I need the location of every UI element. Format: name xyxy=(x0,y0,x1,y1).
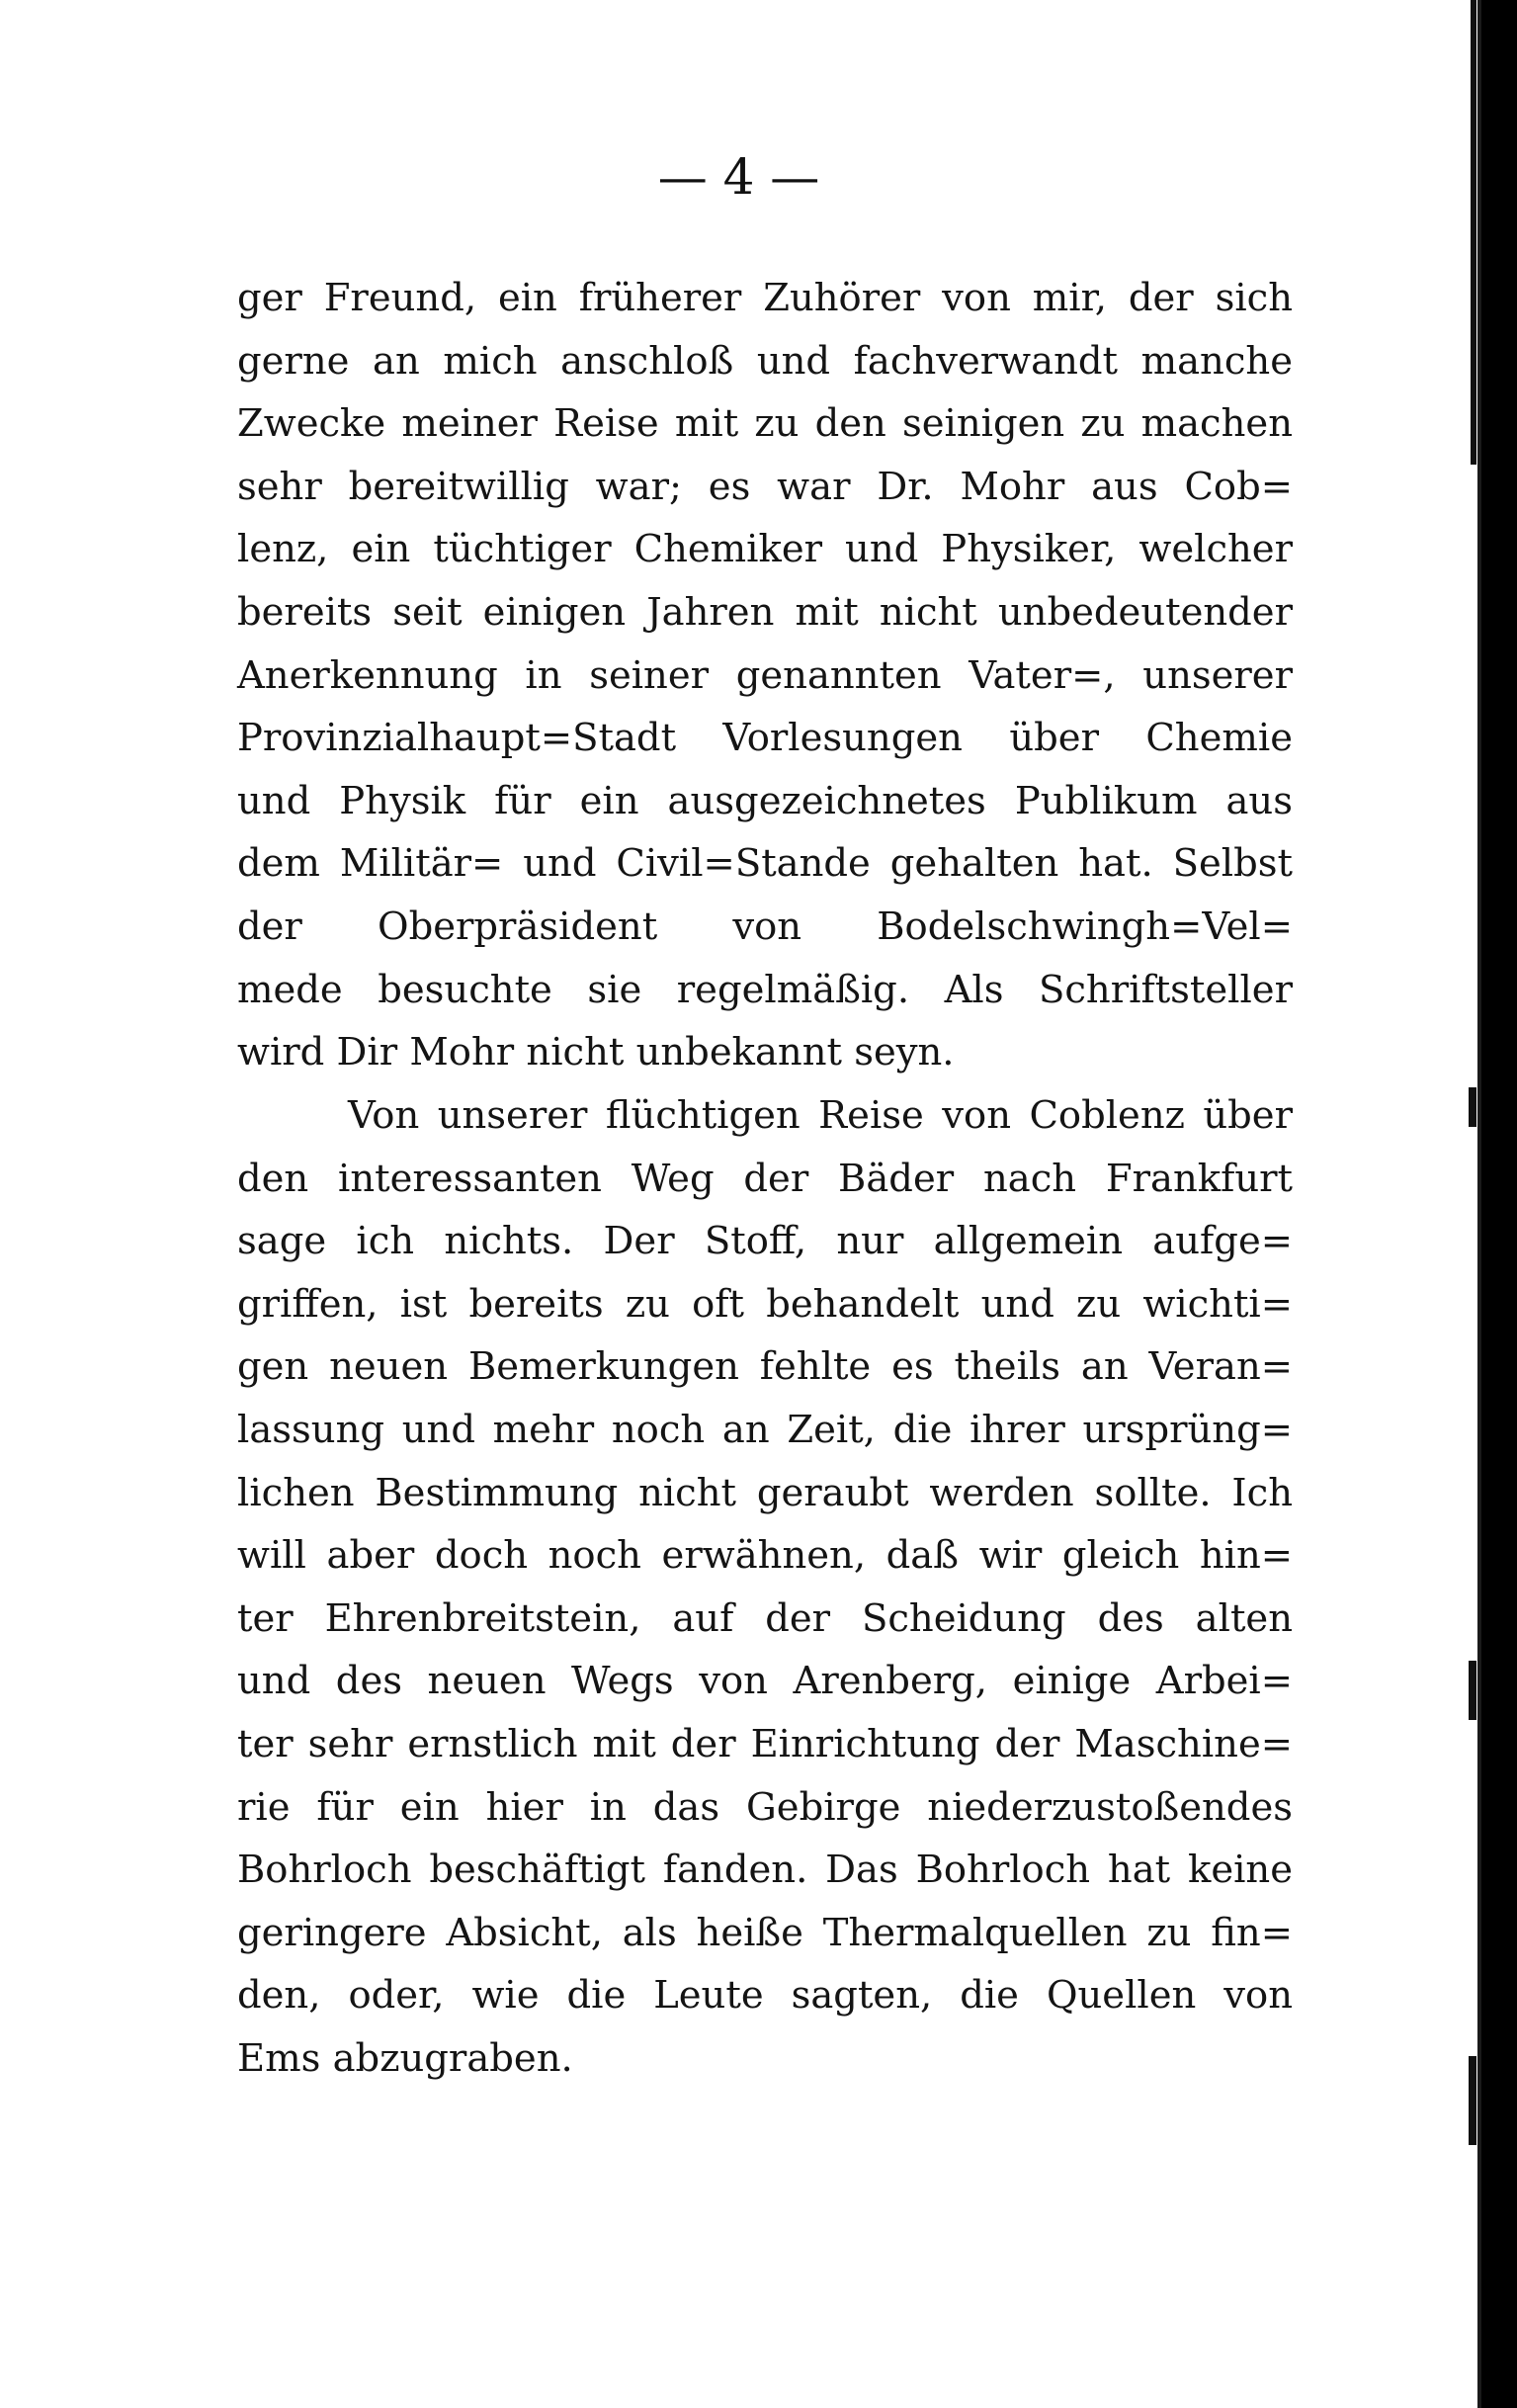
text-line: Zwecke meiner Reise mit zu den seinigen zu machen xyxy=(237,401,1293,447)
text-line: rie für ein hier in das Gebirge niederzustoßendes xyxy=(237,1784,1293,1830)
text-line: will aber doch noch erwähnen, daß wir gleich hin= xyxy=(237,1533,1293,1579)
text-line: den interessanten Weg der Bäder nach Frankfurt xyxy=(237,1156,1293,1201)
text-line: geringere Absicht, als heiße Thermalquellen zu fin= xyxy=(237,1910,1293,1955)
text-line: gerne an mich anschloß und fachverwandt manche xyxy=(237,338,1293,384)
page-edge-mark-bottom xyxy=(1469,2056,1476,2145)
text-line: Bohrloch beschäftigt fanden. Das Bohrloch hat keine xyxy=(237,1848,1293,1893)
text-line: lassung und mehr noch an Zeit, die ihrer ursprüng= xyxy=(237,1407,1293,1452)
text-line: und Physik für ein ausgezeichnetes Publikum aus xyxy=(237,778,1293,823)
page-edge-mark-top xyxy=(1471,0,1476,465)
text-line: Anerkennung in seiner genannten Vater=, unserer xyxy=(237,652,1293,698)
text-line: Ems abzugraben. xyxy=(237,2035,573,2081)
text-line: sage ich nichts. Der Stoff, nur allgemein aufge= xyxy=(237,1219,1293,1264)
text-line: lenz, ein tüchtiger Chemiker und Physiker, welcher xyxy=(237,527,1293,572)
page-edge-mark-middle xyxy=(1469,1087,1476,1127)
text-line: und des neuen Wegs von Arenberg, einige Arbei= xyxy=(237,1659,1293,1704)
text-line: Provinzialhaupt=Stadt Vorlesungen über Chemie xyxy=(237,716,1293,761)
text-line: der Oberpräsident von Bodelschwingh=Vel= xyxy=(237,903,1293,949)
text-line: den, oder, wie die Leute sagten, die Quellen von xyxy=(237,1973,1293,2019)
paragraph-1 xyxy=(237,267,1293,1084)
paragraph-2 xyxy=(237,1084,1293,2091)
text-line: dem Militär= und Civil=Stande gehalten hat. Selbst xyxy=(237,841,1293,887)
text-line: gen neuen Bemerkungen fehlte es theils an Veran= xyxy=(237,1344,1293,1390)
text-line: mede besuchte sie regelmäßig. Als Schriftsteller xyxy=(237,967,1293,1012)
text-line: griffen, ist bereits zu oft behandelt und zu wichti= xyxy=(237,1281,1293,1327)
text-line: ter sehr ernstlich mit der Einrichtung der Maschine= xyxy=(237,1721,1293,1766)
text-line: bereits seit einigen Jahren mit nicht unbedeutender xyxy=(237,589,1293,635)
page-number: — 4 — xyxy=(657,148,820,206)
text-line: ter Ehrenbreitstein, auf der Scheidung des alten xyxy=(237,1595,1293,1641)
text-line: wird Dir Mohr nicht unbekannt seyn. xyxy=(237,1030,955,1075)
text-line: Von unserer flüchtigen Reise von Coblenz über xyxy=(348,1093,1293,1138)
page-edge-mark-lower xyxy=(1469,1661,1476,1720)
text-line: ger Freund, ein früherer Zuhörer von mir, der sich xyxy=(237,276,1293,320)
text-line: lichen Bestimmung nicht geraubt werden sollte. Ich xyxy=(237,1470,1293,1515)
text-line: sehr bereitwillig war; es war Dr. Mohr aus Cob= xyxy=(237,464,1293,509)
